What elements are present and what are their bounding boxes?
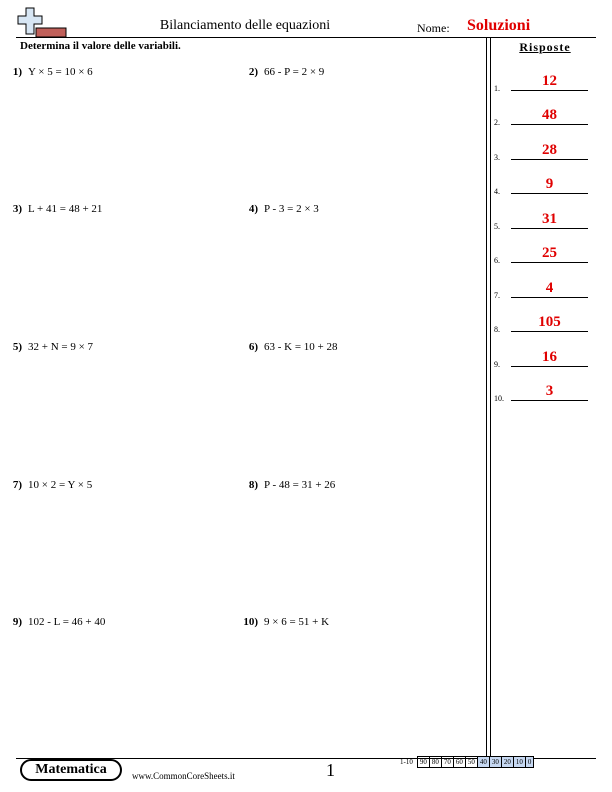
- problem-item: [236, 341, 338, 353]
- problem-item: [236, 66, 324, 78]
- header-divider: [16, 37, 596, 38]
- page-number: 1: [326, 760, 335, 780]
- answer-row: [494, 211, 596, 231]
- problem-item: [236, 616, 329, 628]
- column-divider: [490, 37, 491, 758]
- answer-row: [494, 349, 596, 369]
- instructions: Determina il valore delle variabili.: [20, 40, 181, 52]
- problem-item: [0, 479, 92, 491]
- problem-expression: L + 41 = 48 + 21: [28, 203, 103, 215]
- answers-title: Risposte: [519, 40, 571, 54]
- name-value: Soluzioni: [467, 17, 531, 34]
- problem-number: 9): [12, 616, 22, 628]
- score-cell: 20: [501, 757, 513, 768]
- problem-expression: P - 48 = 31 + 26: [264, 479, 336, 491]
- problem-expression: P - 3 = 2 × 3: [264, 203, 319, 215]
- answer-value: 25: [542, 245, 557, 261]
- answer-value: 12: [542, 73, 557, 89]
- answer-value: 9: [545, 176, 554, 192]
- score-cell: 0: [525, 757, 534, 768]
- problem-number: 7): [12, 479, 22, 491]
- answer-index: 5.: [494, 222, 500, 231]
- answer-row: [494, 314, 596, 334]
- answer-index: 6.: [494, 256, 500, 265]
- problem-expression: 66 - P = 2 × 9: [264, 66, 325, 78]
- score-cell: 80: [429, 757, 441, 768]
- answer-row: [494, 73, 596, 93]
- answer-index: 1.: [494, 84, 500, 93]
- answer-index: 8.: [494, 325, 500, 334]
- answer-line: [511, 193, 588, 194]
- problem-number: 1): [12, 66, 22, 78]
- problem-number: 10): [243, 616, 258, 628]
- answer-row: [494, 176, 596, 196]
- answer-row: [494, 245, 596, 265]
- problem-expression: Y × 5 = 10 × 6: [28, 66, 93, 78]
- answer-line: [511, 90, 588, 91]
- problem-expression: 10 × 2 = Y × 5: [28, 479, 93, 491]
- column-divider: [486, 37, 487, 758]
- answer-line: [511, 297, 588, 298]
- answer-row: [494, 142, 596, 162]
- problem-number: 2): [248, 66, 258, 78]
- problem-number: 5): [12, 341, 22, 353]
- problem-number: 8): [248, 479, 258, 491]
- problem-expression: 32 + N = 9 × 7: [28, 341, 94, 353]
- answer-index: 3.: [494, 153, 500, 162]
- answer-line: [511, 331, 588, 332]
- answer-index: 7.: [494, 291, 500, 300]
- score-cell: 40: [477, 757, 489, 768]
- problem-number: 3): [12, 203, 22, 215]
- problem-item: [0, 203, 102, 215]
- answer-value: 31: [542, 211, 557, 227]
- answer-value: 28: [542, 142, 557, 158]
- problem-expression: 9 × 6 = 51 + K: [264, 616, 330, 628]
- score-cell: 70: [441, 757, 453, 768]
- score-table: [398, 756, 534, 768]
- answer-line: [511, 228, 588, 229]
- problem-item: [236, 203, 319, 215]
- answer-index: 4.: [494, 187, 500, 196]
- score-cell: 30: [489, 757, 501, 768]
- problem-item: [0, 341, 93, 353]
- problem-item: [0, 616, 105, 628]
- answer-line: [511, 124, 588, 125]
- problem-item: [0, 66, 93, 78]
- answer-value: 4: [545, 280, 554, 296]
- problem-number: 4): [248, 203, 258, 215]
- answer-index: 2.: [494, 118, 500, 127]
- problem-expression: 63 - K = 10 + 28: [264, 341, 338, 353]
- name-label: Nome:: [417, 21, 450, 35]
- answer-row: [494, 280, 596, 300]
- subject-badge: Matematica: [22, 761, 120, 779]
- answer-line: [511, 400, 588, 401]
- answer-row: [494, 107, 596, 127]
- answer-value: 3: [545, 383, 554, 399]
- score-cell: 50: [465, 757, 477, 768]
- answer-line: [511, 262, 588, 263]
- problem-item: [236, 479, 335, 491]
- answer-row: [494, 383, 596, 403]
- answer-index: 10.: [494, 394, 504, 403]
- answer-value: 48: [542, 107, 557, 123]
- answer-value: 16: [542, 349, 557, 365]
- website-link[interactable]: www.CommonCoreSheets.it: [132, 771, 235, 781]
- score-range: 1-10: [400, 758, 413, 766]
- worksheet-title: Bilanciamento delle equazioni: [159, 18, 331, 33]
- score-cell: 60: [453, 757, 465, 768]
- problem-expression: 102 - L = 46 + 40: [28, 616, 106, 628]
- answer-line: [511, 159, 588, 160]
- answer-line: [511, 366, 588, 367]
- problem-number: 6): [248, 341, 258, 353]
- answer-index: 9.: [494, 360, 500, 369]
- score-cell: 90: [417, 757, 429, 768]
- answer-value: 105: [538, 314, 561, 330]
- score-cell: 10: [513, 757, 525, 768]
